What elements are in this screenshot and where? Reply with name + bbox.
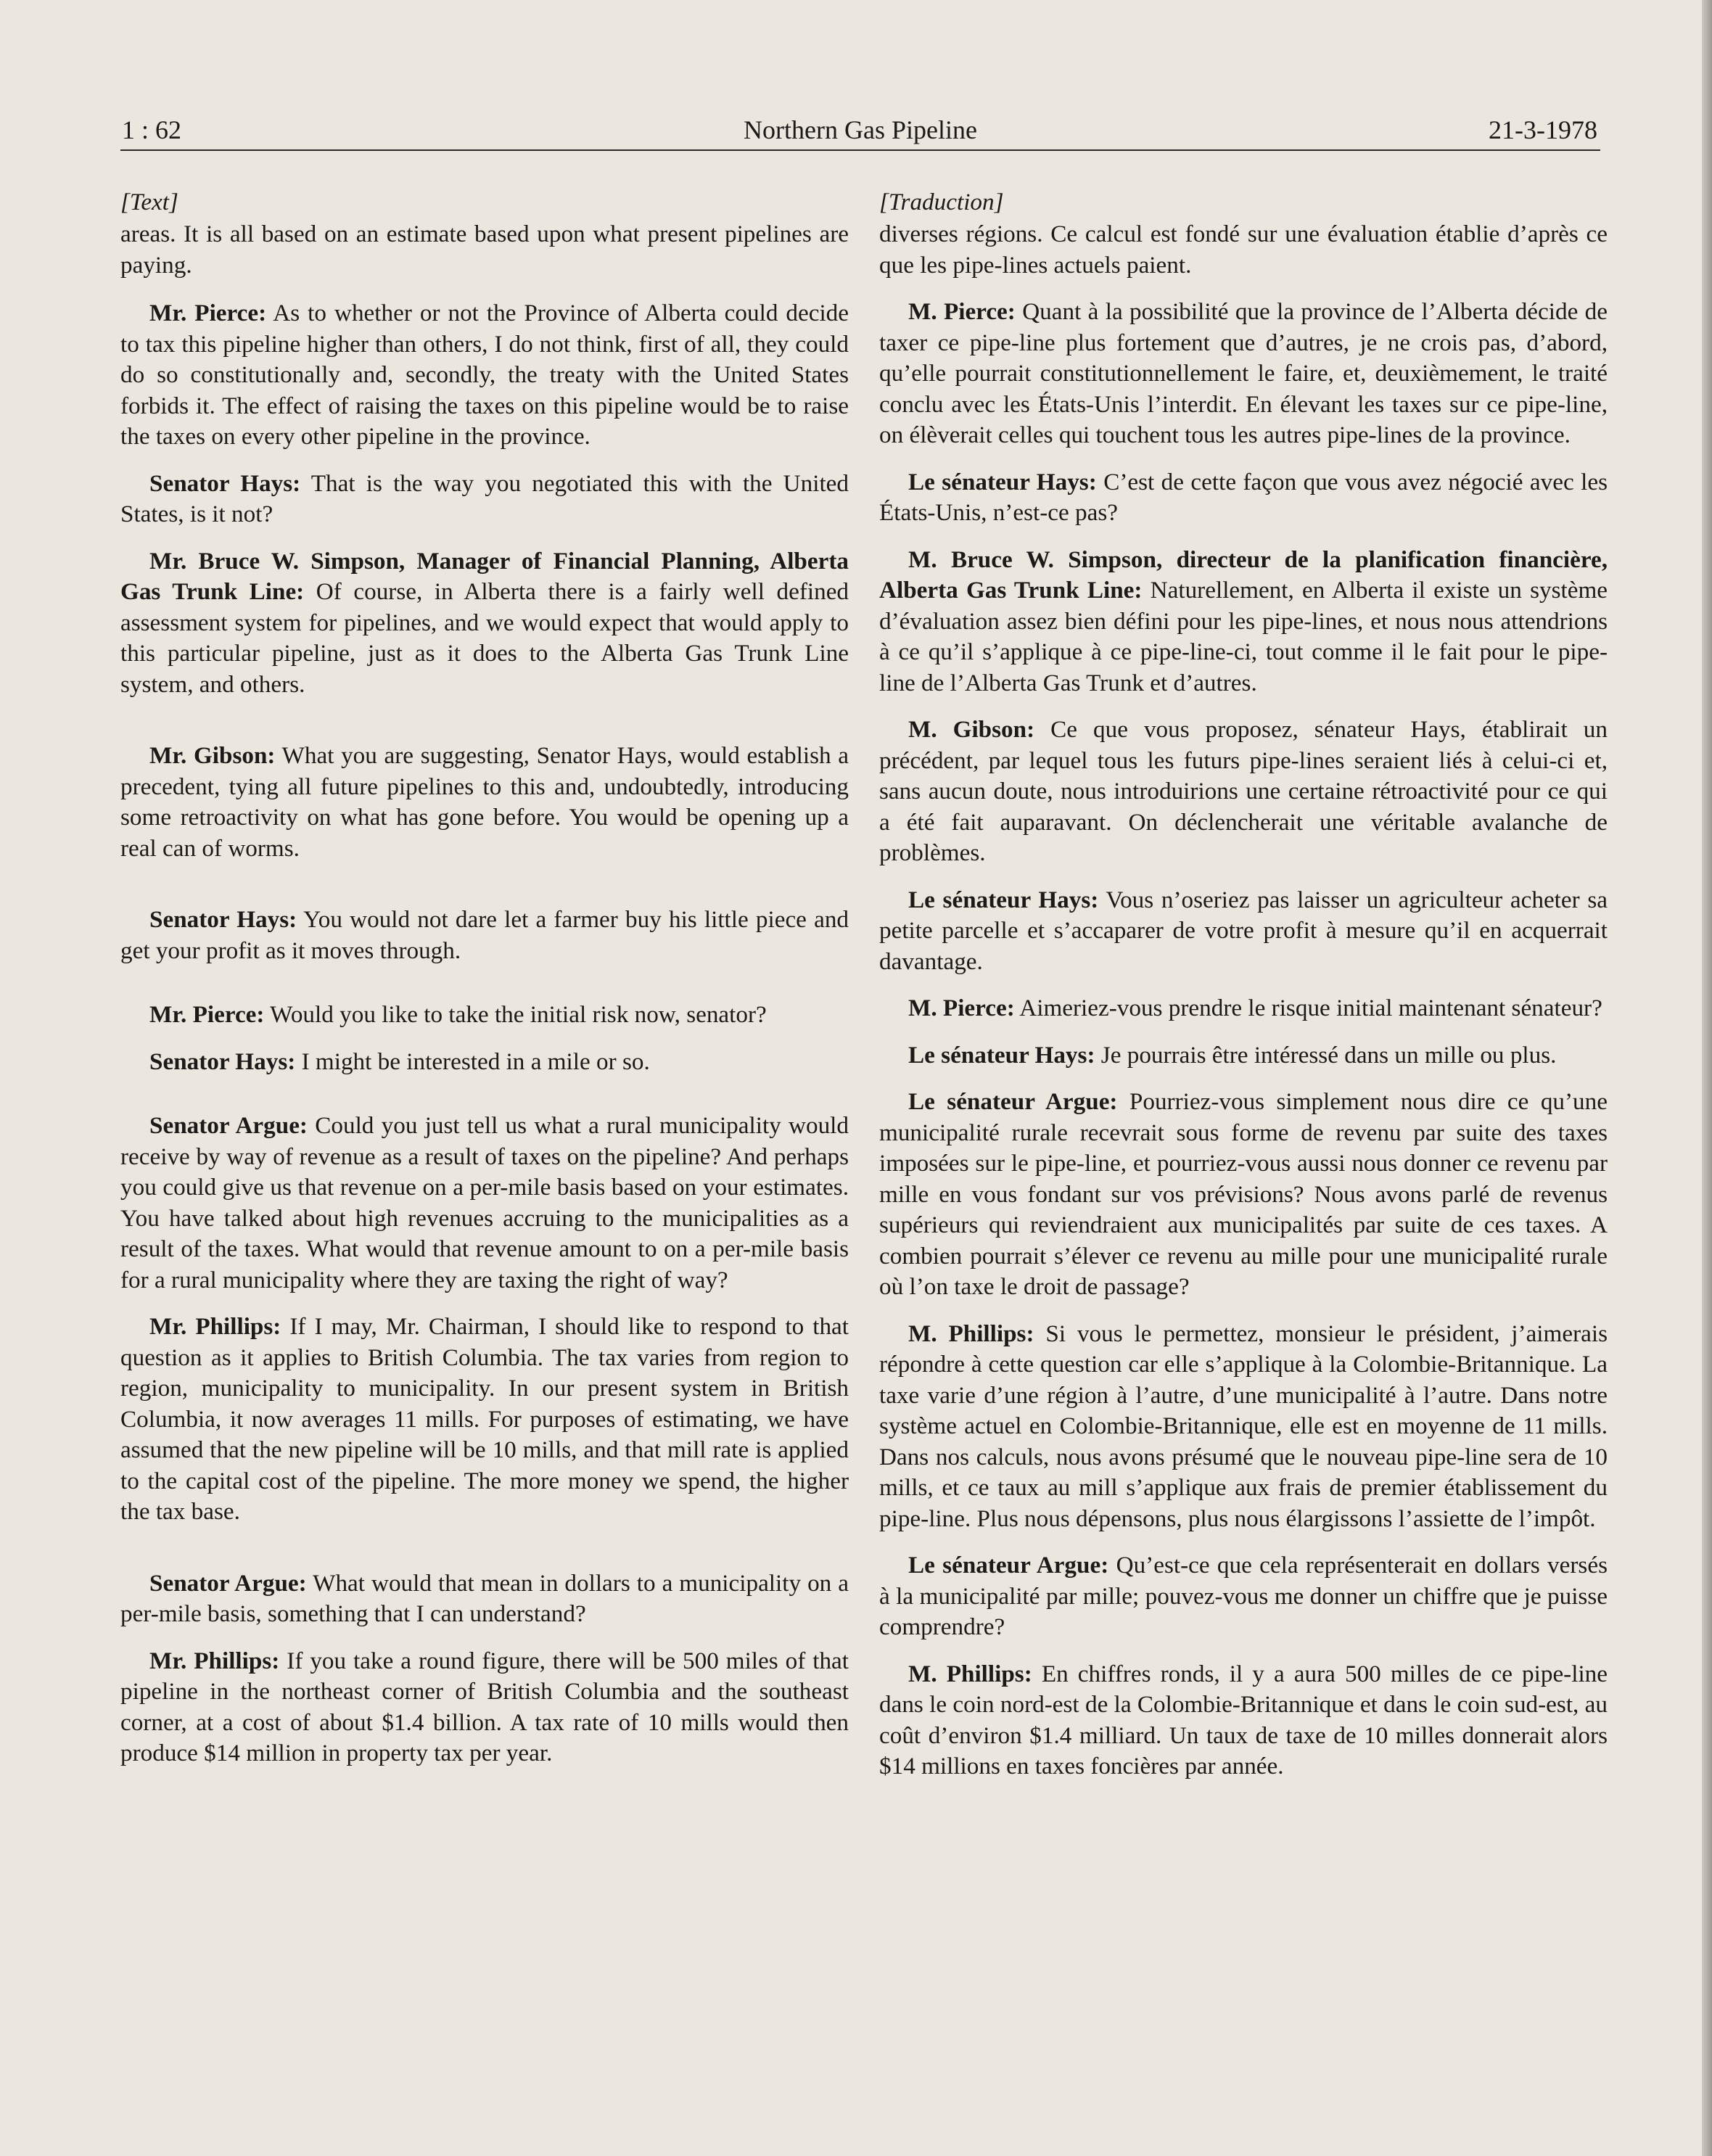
speech-text: Je pourrais être intéressé dans un mille ou plus. (1095, 1041, 1557, 1069)
speech-paragraph (120, 469, 849, 530)
page-title: Northern Gas Pipeline (744, 115, 977, 144)
speaker-name: Mr. Pierce: (149, 1001, 265, 1028)
speaker-name: Senator Argue: (149, 1569, 307, 1597)
speech-text: Quant à la possibilité que la province de l’Alberta décide de taxer ce pipe-line plus fortement que d’autres, je ne crois pas, d’abord, qu’elle pourrait constitutionnellement le faire, et, deuxièmement, le traité conclu avec les États-Unis l’interdit. En élevant les taxes sur ce pipe-line, on élèverait celles qui touchent tous les autres pipe-lines de la province. (879, 298, 1608, 448)
speech-text: Qu’est-ce que cela représenterait en dollars versés à la municipalité par mille; pouvez-vous me donner un chiffre que je puisse comprendre? (879, 1552, 1608, 1640)
continued-paragraph: areas. It is all based on an estimate based upon what present pipelines are paying. (120, 221, 849, 279)
speaker-name: M. Pierce: (908, 995, 1015, 1021)
speaker-name: Senator Argue: (149, 1112, 308, 1139)
speech-text: C’est de cette façon que vous avez négocié avec les États-Unis, n’est-ce pas? (879, 468, 1608, 526)
speech-text: En chiffres ronds, il y a aura 500 milles de ce pipe-line dans le coin nord-est de la Colombie-Britannique et dans le coin sud-est, au coût d’environ $1.4 milliard. Un taux de taxe de 10 milles donnerait alors $14 millions en taxes foncières par année. (879, 1660, 1608, 1779)
speech-paragraph (879, 467, 1608, 529)
speech-paragraph (120, 905, 849, 966)
speaker-name: Senator Hays: (149, 1048, 296, 1075)
speaker-name: Mr. Gibson: (149, 742, 276, 769)
speech-text: As to whether or not the Province of Alberta could decide to tax this pipeline higher than others, I do not think, first of all, they could do so constitutionally and, secondly, the treaty with the United States forbids it. The effect of raising the taxes on this pipeline would be to raise the taxes on every other pipeline in the province. (120, 300, 849, 450)
speech-paragraph (879, 1659, 1608, 1782)
speaker-name: Mr. Bruce W. Simpson, Manager of Financial Planning, Alberta Gas Trunk Line: (120, 547, 849, 605)
speech-paragraph (879, 885, 1608, 978)
speech-text: Pourriez-vous simplement nous dire ce qu’une municipalité rurale recevrait sous forme de revenu par suite des taxes imposées sur le pipe-line, et pourriez-vous aussi nous donner ce revenu par mille en vous fondant sur vos prévisions? Nous avons parlé de revenus supérieurs qui reviendraient aux municipalités par suite de ces taxes. A combien pourrait s’élever ce revenu au mille pour une municipalité rurale où l’on taxe le droit de passage? (879, 1088, 1608, 1300)
speaker-name: M. Phillips: (908, 1660, 1032, 1687)
speaker-name: Le sénateur Argue: (908, 1088, 1118, 1115)
speech-paragraph (879, 1087, 1608, 1303)
speech-text: If you take a round figure, there will be 500 miles of that pipeline in the northeast corner of British Columbia and the southeast corner, at a cost of about $1.4 billion. A tax rate of 10 mills would then produce $14 million in property tax per year. (120, 1647, 849, 1766)
speaker-name: M. Gibson: (908, 716, 1035, 743)
speech-text: You would not dare let a farmer buy his little piece and get your profit as it moves through. (120, 906, 849, 964)
speech-text: That is the way you negotiated this with the United States, is it not? (120, 469, 849, 527)
speaker-name: Le sénateur Hays: (908, 468, 1097, 495)
speech-text: I might be interested in a mile or so. (295, 1048, 650, 1075)
running-header (120, 109, 1600, 151)
speech-text: Aimeriez-vous prendre le risque initial maintenant sénateur? (1014, 995, 1602, 1021)
speech-paragraph (879, 993, 1608, 1024)
speaker-name: Le sénateur Hays: (908, 1041, 1095, 1069)
speech-paragraph (120, 546, 849, 701)
speaker-name: Mr. Pierce: (149, 300, 267, 326)
speech-paragraph (879, 297, 1608, 451)
speech-paragraph (120, 1568, 849, 1630)
column-label-text: [Text] (120, 189, 178, 215)
header-date: 21-3-1978 (1489, 115, 1597, 144)
speech-text: What would that mean in dollars to a municipality on a per-mile basis, something that I can understand? (120, 1569, 849, 1627)
speech-paragraph (120, 1111, 849, 1296)
column-label-traduction: [Traduction] (879, 189, 1004, 215)
speaker-name: M. Phillips: (908, 1320, 1034, 1347)
speech-paragraph (120, 741, 849, 864)
speech-paragraph (120, 1646, 849, 1769)
speech-text: What you are suggesting, Senator Hays, would establish a precedent, tying all future pipelines to this and, undoubtedly, introducing some retroactivity on what has gone before. You would be opening up a real can of worms. (120, 742, 849, 862)
speech-text: If I may, Mr. Chairman, I should like to respond to that question as it applies to British Columbia. The tax varies from region to region, municipality to municipality. In our present system in British Columbia, it now averages 11 mills. For purposes of estimating, we have assumed that the new pipeline will be 10 mills, and that mill rate is applied to the capital cost of the pipeline. The more money we spend, the higher the tax base. (120, 1313, 849, 1525)
speech-paragraph (120, 1312, 849, 1528)
speaker-name: Le sénateur Argue: (908, 1552, 1109, 1579)
label-text: Text (129, 189, 170, 215)
speaker-name: Le sénateur Hays: (908, 886, 1099, 913)
speech-text: Ce que vous proposez, sénateur Hays, établirait un précédent, par lequel tous les futurs pipe-lines seraient liés à celui-ci et, sans aucun doute, nous introduirions une certaine rétroactivité pour ce qui a été fait auparavant. On déclencherait une véritable avalanche de problèmes. (879, 716, 1608, 866)
speech-text: Could you just tell us what a rural municipality would receive by way of revenue as a result of taxes on the pipeline? And perhaps you could give us that revenue on a per-mile basis based on your estimates. You have talked about high revenues accruing to the municipalities as a result of the taxes. What would that revenue amount to on a per-mile basis for a rural municipality where they are taxing the right of way? (120, 1112, 849, 1293)
english-column (120, 186, 849, 1769)
speech-paragraph (879, 1319, 1608, 1535)
label-traduction: Traduction (888, 189, 995, 215)
speaker-name: Mr. Phillips: (149, 1647, 280, 1674)
speech-paragraph (879, 1550, 1608, 1643)
continued-paragraph: diverses régions. Ce calcul est fondé sur une évaluation établie d’après ce que les pipe-lines actuels paient. (879, 221, 1608, 279)
speaker-name: Mr. Phillips: (149, 1313, 281, 1340)
speaker-name: M. Bruce W. Simpson, directeur de la planification financière, Alberta Gas Trunk Line: (879, 546, 1608, 604)
speaker-name: Senator Hays: (149, 469, 301, 497)
speaker-name: Senator Hays: (149, 906, 297, 933)
speech-paragraph (120, 1000, 849, 1031)
speech-paragraph (120, 298, 849, 453)
speech-text: Of course, in Alberta there is a fairly well defined assessment system for pipelines, and we would expect that would apply to this particular pipeline, just as it does to the Alberta Gas Trunk Line system, and others. (120, 578, 849, 698)
french-column (879, 186, 1608, 1782)
speech-paragraph (120, 1047, 849, 1078)
speech-paragraph (879, 545, 1608, 699)
speaker-name: M. Pierce: (908, 298, 1016, 325)
page-edge-shadow (1702, 0, 1712, 2156)
speech-text: Would you like to take the initial risk now, senator? (264, 1001, 767, 1028)
speech-paragraph (879, 715, 1608, 869)
speech-paragraph (879, 1040, 1608, 1071)
speech-text: Si vous le permettez, monsieur le président, j’aimerais répondre à cette question car elle s’applique à la Colombie-Britannique. La taxe varie d’une région à l’autre, d’une municipalité à l’autre. Dans notre système actuel en Colombie-Britannique, elle est en moyenne de 11 mills. Dans nos calculs, nous avons présumé que le nouveau pipe-line sera de 10 mills, et ce taux au mill s’applique aux frais de premier établissement du pipe-line. Plus nous dépensons, plus nous élargissons l’assiette de l’impôt. (879, 1320, 1608, 1532)
speech-text: Vous n’oseriez pas laisser un agriculteur acheter sa petite parcelle et s’accaparer de votre profit à mesure qu’il en acquerrait davantage. (879, 886, 1608, 975)
page-number: 1 : 62 (122, 115, 182, 144)
speech-text: Naturellement, en Alberta il existe un système d’évaluation assez bien défini pour les pipe-lines, et nous nous attendrions à ce qu’il s’applique à ce pipe-line-ci, tout comme il le fait pour le pipe-line de l’Alberta Gas Trunk et d’autres. (879, 577, 1608, 696)
